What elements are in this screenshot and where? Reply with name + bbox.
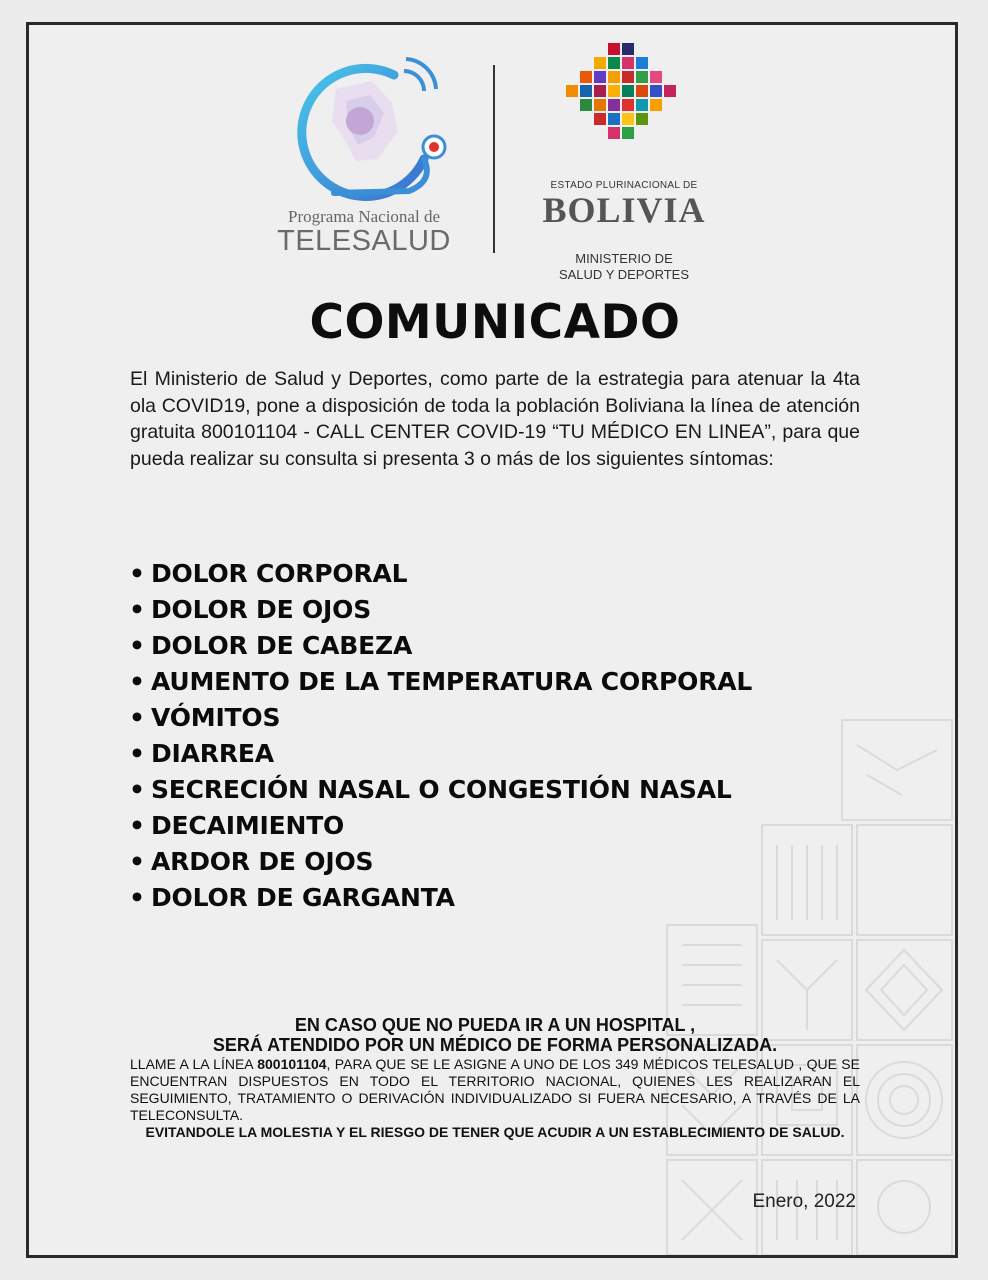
telesalud-logo [264,51,464,291]
bullet-icon: • [129,775,145,804]
country-name: BOLIVIA [542,190,706,230]
symptom-label: DOLOR CORPORAL [151,559,408,588]
bolivia-ministry-logo [534,37,714,282]
list-item [129,844,752,880]
phone-number: 800101104 [257,1056,327,1072]
hospital-notice [130,1015,860,1141]
bullet-icon: • [129,883,145,912]
list-item [129,736,752,772]
bullet-icon: • [129,811,145,840]
list-item [129,556,752,592]
issue-date: Enero, 2022 [752,1191,856,1212]
list-item [129,772,752,808]
list-item [129,808,752,844]
ministry-line2: SALUD Y DEPORTES [558,267,690,282]
list-item [129,628,752,664]
estado-label: ESTADO PLURINACIONAL DE [550,180,698,191]
notice-body [130,1056,860,1124]
notice-body-rest: , PARA QUE SE LE ASIGNE A UNO DE LOS 349 MÉDICOS TELESALUD , QUE SE ENCUENTRAN DISPUESTOS EN TODO EL TERRITORIO NACIONAL, QUIENES LES REALIZARAN EL SEGUIMIENTO, TRATAMIENTO O DERIVACIÓN INDIVIDUALIZADO SI FUERA NECESARIO, A TRAVÉS DE LA TELECONSULTA. [130,1056,860,1123]
symptom-label: DOLOR DE OJOS [151,595,371,624]
bullet-icon: • [129,559,145,588]
chakana-emblem-icon [558,37,688,157]
symptom-label: ARDOR DE OJOS [151,847,374,876]
list-item [129,880,752,916]
list-item [129,664,752,700]
program-name-line1: Programa Nacional de [288,207,440,226]
telesalud-emblem-icon [274,51,454,201]
bullet-icon: • [129,631,145,660]
ministry-name [534,251,714,283]
list-item [129,592,752,628]
bullet-icon: • [129,595,145,624]
symptom-label: DOLOR DE GARGANTA [151,883,455,912]
page-title: COMUNICADO [309,295,681,350]
symptom-label: AUMENTO DE LA TEMPERATURA CORPORAL [151,667,753,696]
ministry-line1: MINISTERIO DE [575,251,673,266]
symptom-label: SECRECIÓN NASAL O CONGESTIÓN NASAL [151,775,732,804]
notice-body-prefix: LLAME A LA LÍNEA [130,1056,258,1072]
symptom-list [129,556,752,916]
symptom-label: VÓMITOS [151,703,281,732]
symptom-label: DIARREA [151,739,274,768]
notice-heading-line2: SERÁ ATENDIDO POR UN MÉDICO DE FORMA PERSONALIZADA. [212,1035,778,1055]
communique-page [26,22,958,1258]
symptom-label: DECAIMIENTO [151,811,345,840]
list-item [129,700,752,736]
notice-footer: EVITANDOLE LA MOLESTIA Y EL RIESGO DE TENER QUE ACUDIR A UN ESTABLECIMIENTO DE SALUD. [145,1124,845,1140]
bullet-icon: • [129,739,145,768]
notice-heading-line1: EN CASO QUE NO PUEDA IR A UN HOSPITAL , [294,1015,696,1035]
bullet-icon: • [129,847,145,876]
bullet-icon: • [129,667,145,696]
intro-paragraph: El Ministerio de Salud y Deportes, como parte de la estrategia para atenuar la 4ta ola COVID19, pone a disposición de toda la población Boliviana la línea de atención gratuita 800101104 - CALL CENTER COVID-19 “TU MÉDICO EN LINEA”, para que pueda realizar su consulta si presenta 3 o más de los siguientes síntomas: [130,368,860,470]
logo-divider [493,65,495,253]
program-name-line2: TELESALUD [277,225,451,257]
symptom-label: DOLOR DE CABEZA [151,631,413,660]
bullet-icon: • [129,703,145,732]
